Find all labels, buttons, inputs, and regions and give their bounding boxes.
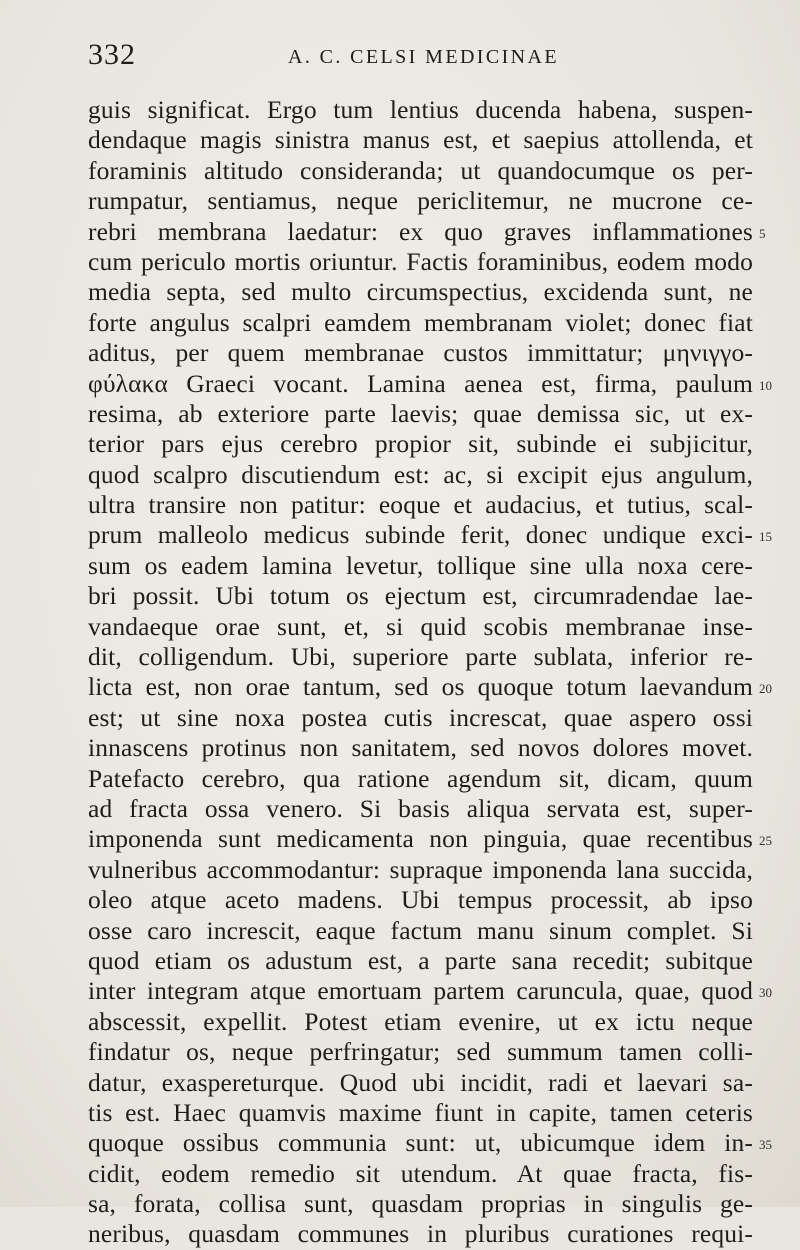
line-text: vulneribus accommodantur: supraque imponenda lana succida, bbox=[88, 854, 753, 884]
text-line bbox=[88, 460, 753, 490]
line-text: inter integram atque emortuam partem caruncula, quae, quod bbox=[88, 976, 753, 1006]
text-line bbox=[88, 916, 753, 946]
line-number: 20 bbox=[759, 681, 772, 697]
text-line bbox=[88, 976, 772, 1006]
text-line bbox=[88, 1068, 753, 1098]
line-text: vandaeque orae sunt, et, si quid scobis membranae inse- bbox=[88, 611, 753, 641]
line-text: forte angulus scalpri eamdem membranam violet; donec fiat bbox=[88, 307, 753, 337]
text-line bbox=[88, 733, 753, 763]
running-title: A. C. CELSI MEDICINAE bbox=[288, 46, 559, 68]
text-line bbox=[88, 581, 753, 611]
text-line bbox=[88, 277, 753, 307]
text-line bbox=[88, 1128, 772, 1158]
text-line bbox=[88, 885, 753, 915]
line-number: 10 bbox=[759, 377, 772, 393]
text-line bbox=[88, 186, 753, 216]
line-number: 15 bbox=[759, 529, 772, 545]
text-line bbox=[88, 338, 753, 368]
text-line bbox=[88, 703, 753, 733]
text-line bbox=[88, 855, 753, 885]
line-text: quod etiam os adustum est, a parte sana recedit; subitque bbox=[88, 945, 753, 975]
text-line bbox=[88, 764, 753, 794]
text-line bbox=[88, 399, 753, 429]
line-number: 25 bbox=[759, 833, 772, 849]
line-text: ultra transire non patitur: eoque et audacius, et tutius, scal- bbox=[88, 490, 753, 520]
line-text: φύλακα Graeci vocant. Lamina aenea est, firma, paulum bbox=[88, 368, 753, 398]
line-text: osse caro increscit, eaque factum manu sinum complet. Si bbox=[88, 915, 753, 945]
line-text: innascens protinus non sanitatem, sed novos dolores movet. bbox=[88, 733, 753, 763]
line-text: est; ut sine noxa postea cutis increscat, quae aspero ossi bbox=[88, 702, 753, 732]
line-text: terior pars ejus cerebro propior sit, subinde ei subjicitur, bbox=[88, 429, 753, 459]
line-text: Patefacto cerebro, qua ratione agendum sit, dicam, quum bbox=[88, 763, 753, 793]
text-line bbox=[88, 1007, 753, 1037]
line-text: sum os eadem lamina levetur, tollique sine ulla noxa cere- bbox=[88, 550, 753, 580]
line-number: 5 bbox=[759, 225, 766, 241]
line-text: rebri membrana laedatur: ex quo graves inflammationes bbox=[88, 216, 753, 246]
text-line bbox=[88, 1037, 753, 1067]
text-line bbox=[88, 247, 753, 277]
running-head bbox=[88, 38, 770, 78]
text-line bbox=[88, 520, 772, 550]
line-text: prum malleolo medicus subinde ferit, donec undique exci- bbox=[88, 520, 753, 550]
text-line bbox=[88, 156, 753, 186]
text-line bbox=[88, 642, 753, 672]
line-text: sa, forata, collisa sunt, quasdam proprias in singulis ge- bbox=[88, 1189, 753, 1219]
text-line bbox=[88, 1219, 753, 1249]
line-text: tis est. Haec quamvis maxime fiunt in capite, tamen ceteris bbox=[88, 1097, 753, 1127]
text-line bbox=[88, 1189, 753, 1219]
line-text: rumpatur, sentiamus, neque periclitemur, ne mucrone ce- bbox=[88, 186, 753, 216]
line-text: bri possit. Ubi totum os ejectum est, circumradendae lae- bbox=[88, 581, 753, 611]
line-text: dendaque magis sinistra manus est, et saepius attollenda, et bbox=[88, 125, 753, 155]
text-line bbox=[88, 824, 772, 854]
line-text: resima, ab exteriore parte laevis; quae demissa sic, ut ex- bbox=[88, 398, 753, 428]
line-text: neribus, quasdam communes in pluribus curationes requi- bbox=[88, 1219, 753, 1249]
text-line bbox=[88, 672, 772, 702]
text-line bbox=[88, 368, 772, 399]
text-line bbox=[88, 429, 753, 459]
line-text: imponenda sunt medicamenta non pinguia, quae recentibus bbox=[88, 824, 753, 854]
body-text bbox=[88, 95, 772, 1250]
line-text: cidit, eodem remedio sit utendum. At quae fracta, fis- bbox=[88, 1158, 753, 1188]
line-text: media septa, sed multo circumspectius, excidenda sunt, ne bbox=[88, 277, 753, 307]
text-line bbox=[88, 794, 753, 824]
text-line bbox=[88, 1098, 753, 1128]
line-text: foraminis altitudo consideranda; ut quandocumque os per- bbox=[88, 155, 753, 185]
text-line bbox=[88, 551, 753, 581]
line-text: quod scalpro discutiendum est: ac, si excipit ejus angulum, bbox=[88, 459, 753, 489]
text-line bbox=[88, 490, 753, 520]
text-line bbox=[88, 216, 766, 247]
text-line bbox=[88, 125, 753, 155]
line-number: 35 bbox=[759, 1137, 772, 1153]
line-text: guis significat. Ergo tum lentius ducenda habena, suspen- bbox=[88, 95, 753, 124]
line-text: findatur os, neque perfringatur; sed summum tamen colli- bbox=[88, 1037, 753, 1067]
line-text: oleo atque aceto madens. Ubi tempus processit, ab ipso bbox=[88, 885, 753, 915]
line-text: datur, exaspereturque. Quod ubi incidit, radi et laevari sa- bbox=[88, 1067, 753, 1097]
text-line bbox=[88, 612, 753, 642]
line-text: aditus, per quem membranae custos immittatur; μηνιγγο- bbox=[88, 338, 753, 368]
text-line bbox=[88, 1159, 753, 1189]
line-text: abscessit, expellit. Potest etiam evenire, ut ex ictu neque bbox=[88, 1006, 753, 1036]
line-number: 30 bbox=[759, 985, 772, 1001]
page-number: 332 bbox=[88, 38, 136, 71]
line-text: quoque ossibus communia sunt: ut, ubicumque idem in- bbox=[88, 1128, 753, 1158]
text-line bbox=[88, 946, 753, 976]
line-text: licta est, non orae tantum, sed os quoque totum laevandum bbox=[88, 672, 753, 702]
text-line bbox=[88, 308, 753, 338]
line-text: cum periculo mortis oriuntur. Factis foraminibus, eodem modo bbox=[88, 246, 753, 276]
text-line bbox=[88, 95, 753, 125]
line-text: dit, colligendum. Ubi, superiore parte sublata, inferior re- bbox=[88, 642, 753, 672]
line-text: ad fracta ossa venero. Si basis aliqua servata est, super- bbox=[88, 793, 753, 823]
